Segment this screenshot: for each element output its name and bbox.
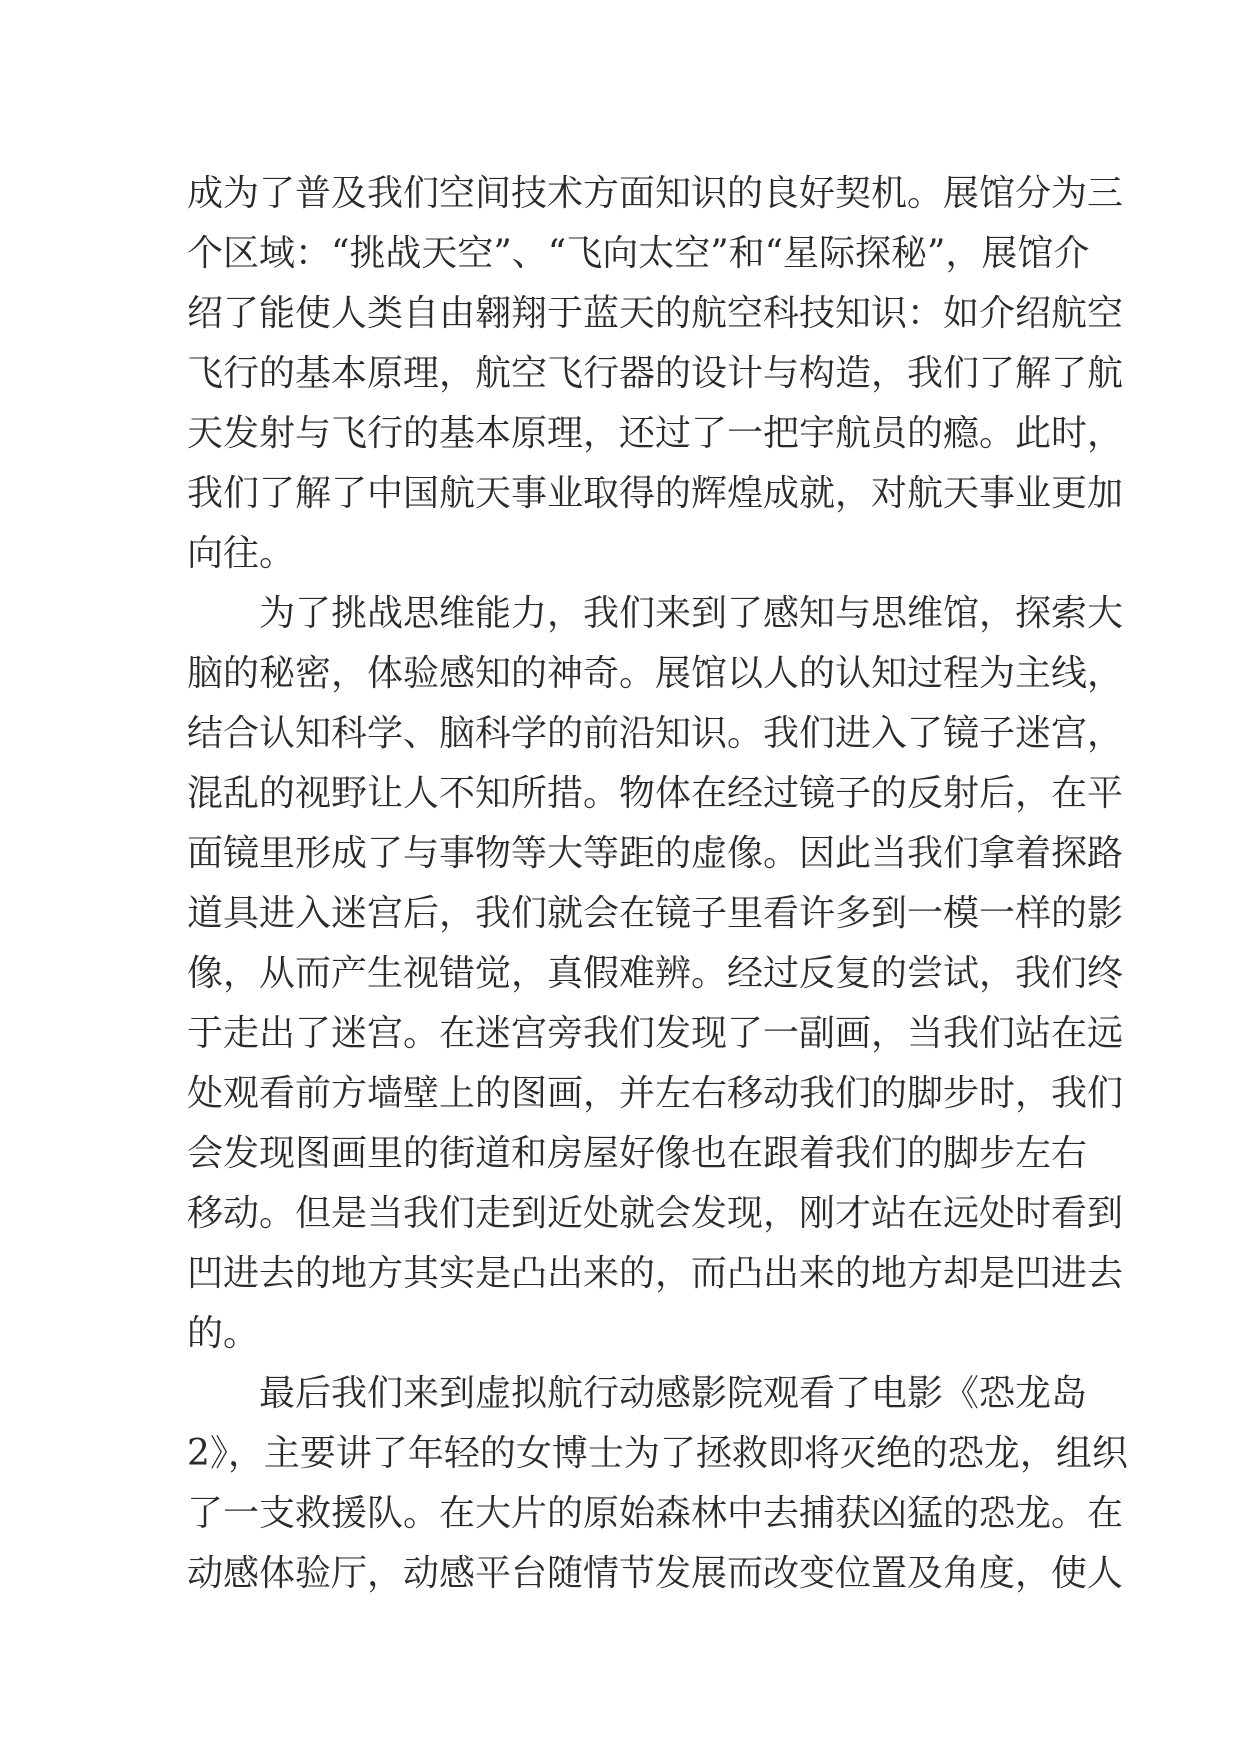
paragraph-1-line-2: 个区域：“挑战天空”、“飞向太空”和“星际探秘”，展馆介 [187,233,1090,274]
paragraph-2-line-2: 脑的秘密，体验感知的神奇。展馆以人的认知过程为主线， [187,653,1124,694]
paragraph-1-line-6: 我们了解了中国航天事业取得的辉煌成就，对航天事业更加 [187,473,1124,514]
paragraph-2-line-6: 道具进入迷宫后，我们就会在镜子里看许多到一模一样的影 [187,893,1124,934]
paragraph-2-line-13: 的。 [187,1313,260,1354]
paragraph-3-line-4: 动感体验厅，动感平台随情节发展而改变位置及角度，使人 [187,1553,1124,1594]
paragraph-2-line-3: 结合认知科学、脑科学的前沿知识。我们进入了镜子迷宫， [187,713,1124,754]
paragraph-1-line-5: 天发射与飞行的基本原理，还过了一把宇航员的瘾。此时， [187,413,1124,454]
body-text [187,164,1128,1604]
paragraph-2-line-9: 处观看前方墙壁上的图画，并左右移动我们的脚步时，我们 [187,1073,1124,1114]
paragraph-1-line-3: 绍了能使人类自由翱翔于蓝天的航空科技知识：如介绍航空 [187,293,1124,334]
paragraph-2-line-4: 混乱的视野让人不知所措。物体在经过镜子的反射后，在平 [187,773,1124,814]
paragraph-3-line-1: 最后我们来到虚拟航行动感影院观看了电影《恐龙岛 [259,1373,1088,1414]
paragraph-1-line-4: 飞行的基本原理，航空飞行器的设计与构造，我们了解了航 [187,353,1124,394]
paragraph-2-line-7: 像，从而产生视错觉，真假难辨。经过反复的尝试，我们终 [187,953,1124,994]
paragraph-3-line-3: 了一支救援队。在大片的原始森林中去捕获凶猛的恐龙。在 [187,1493,1124,1534]
paragraph-2-line-8: 于走出了迷宫。在迷宫旁我们发现了一副画，当我们站在远 [187,1013,1124,1054]
paragraph-2-line-11: 移动。但是当我们走到近处就会发现，刚才站在远处时看到 [187,1193,1124,1234]
paragraph-1-line-7: 向往。 [187,533,296,574]
paragraph-2-line-1: 为了挑战思维能力，我们来到了感知与思维馆，探索大 [259,593,1124,634]
paragraph-2-line-5: 面镜里形成了与事物等大等距的虚像。因此当我们拿着探路 [187,833,1124,874]
paragraph-2-line-10: 会发现图画里的街道和房屋好像也在跟着我们的脚步左右 [187,1133,1088,1174]
paragraph-1-line-1: 成为了普及我们空间技术方面知识的良好契机。展馆分为三 [187,173,1124,214]
paragraph-2-line-12: 凹进去的地方其实是凸出来的，而凸出来的地方却是凹进去 [187,1253,1124,1294]
paragraph-3-line-2: 2》，主要讲了年轻的女博士为了拯救即将灭绝的恐龙，组织 [187,1433,1128,1474]
